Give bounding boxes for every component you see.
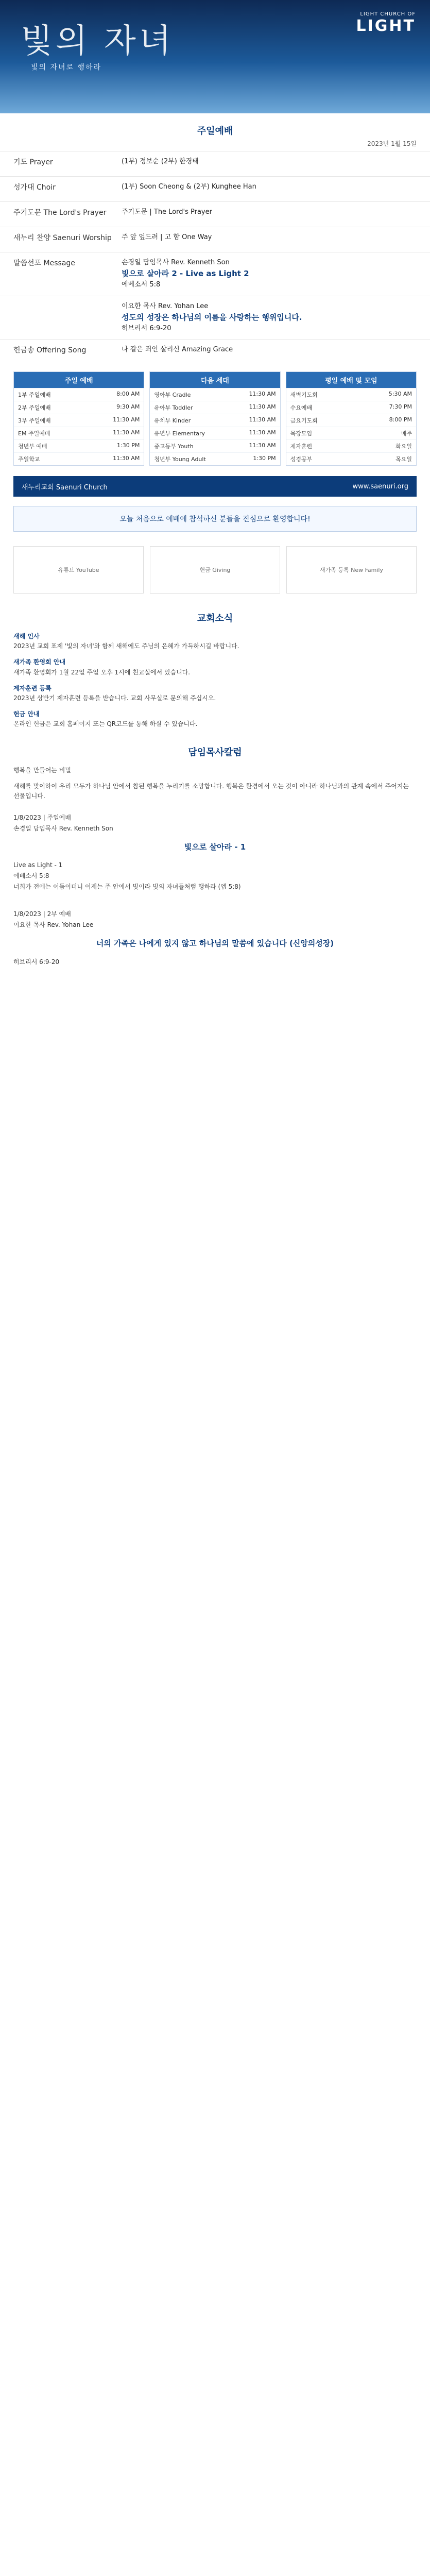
order-row [0,252,430,296]
schedule-item-time: 목요일 [395,456,412,463]
schedule-item-time: 1:30 PM [117,442,140,449]
sermon-2-ref: 히브리서 6:9-20 [13,958,60,965]
schedule-item-name: 중고등부 Youth [154,443,194,450]
schedule-item [14,427,144,439]
notice-text: 온라인 헌금은 교회 홈페이지 또는 QR코드를 통해 하실 수 있습니다. [13,720,198,728]
schedule-item-name: 새벽기도회 [290,392,318,399]
sermon-1-date: 1/8/2023 | 주일예배 [13,814,71,822]
banner-left: 새누리교회 Saenuri Church [22,483,108,492]
schedule-item-name: 청년부 예배 [18,443,47,450]
order-text: 나 같은 죄인 살리신 Amazing Grace [122,346,233,354]
schedule-item-time: 매주 [401,430,412,437]
schedule-item-time: 화요일 [395,443,412,450]
order-text: 주기도문 | The Lord's Prayer [122,208,212,216]
order-text: (1부) Soon Cheong & (2부) Kunghee Han [122,183,256,191]
sermon-2-preacher: 이요한 목사 Rev. Yohan Lee [13,921,94,929]
schedule-column [286,371,417,466]
order-row [0,339,430,364]
schedule-item [150,401,280,414]
sermon-1-preacher: 손경일 담임목사 Rev. Kenneth Son [13,825,113,833]
order-content [122,157,417,171]
schedule-item [14,388,144,401]
schedule-item-name: 영아부 Cradle [154,392,191,399]
schedule-item [150,388,280,401]
worship-order [0,151,430,364]
schedule-column [13,371,144,466]
schedule-item-name: 1부 주일예배 [18,392,51,399]
notice-text: 2023년 교회 표제 '빛의 자녀'와 함께 새해에도 주님의 은혜가 가득하시길 바랍니다. [13,642,239,650]
schedule-item-time: 5:30 AM [388,391,412,398]
notice-text: 2023년 상반기 제자훈련 등록을 받습니다. 교회 사무실로 문의해 주십시오. [13,694,216,702]
order-label: 기도 Prayer [13,158,53,166]
column-subtitle: 행복을 만들어는 비밀 [13,766,71,774]
schedule-item [14,439,144,452]
schedule-item-time: 11:30 AM [113,429,140,436]
schedule-item [150,439,280,452]
schedule-item [286,427,416,439]
schedule-head: 평일 예배 및 모임 [286,372,416,388]
logo-small-text: LIGHT CHURCH OF [360,11,416,17]
schedule-item [286,452,416,465]
schedule-item [286,414,416,427]
schedule-item-time: 8:00 PM [389,416,412,423]
sermon-1-title: 빛으로 살아라 - 1 [184,842,246,852]
order-label: 헌금송 Offering Song [13,346,87,355]
schedule-item-name: 유치부 Kinder [154,417,191,425]
schedule-item-name: 수요예배 [290,404,313,412]
order-row [0,296,430,340]
schedule-item-name: 성경공부 [290,456,313,463]
schedule-item-time: 8:00 AM [116,391,140,398]
column-title: 담임목사칼럼 [188,747,242,758]
schedule-item-name: 주일학교 [18,456,40,463]
order-text: 이요한 목사 Rev. Yohan Lee [122,302,209,310]
notice-text: 새가족 환영회가 1월 22일 주일 오후 1시에 친교실에서 있습니다. [13,668,191,676]
hero-title: 빛의 자녀 [21,22,174,60]
schedule-item-name: 유아부 Toddler [154,404,193,412]
order-content [122,258,417,291]
welcome-box: 오늘 처음으로 예배에 참석하신 분들을 진심으로 환영합니다! [13,506,417,532]
qr-giving[interactable]: 헌금 Giving [150,546,280,594]
notice-item [0,706,430,732]
schedule-item [286,439,416,452]
column-body: 새해를 맞이하여 우리 모두가 하나님 안에서 참된 행복을 누리기를 소망합니다. 행복은 환경에서 오는 것이 아니라 하나님과의 관계 속에서 주어지는 선물입니다. [13,782,409,800]
order-label: 말씀선포 Message [13,259,75,267]
schedule-item [14,401,144,414]
schedule-item [150,414,280,427]
sermon-1-quote: 너희가 전에는 어둠이더니 이제는 주 안에서 빛이라 빛의 자녀들처럼 행하라 (엡 5:8) [13,883,241,891]
notice-item [0,681,430,706]
sermon-1-ref: 에베소서 5:8 [13,872,49,880]
order-label [13,301,122,334]
worship-date: 2023년 1월 15일 [367,140,417,147]
schedule-item-time: 11:30 AM [113,416,140,423]
sermon-2 [0,901,430,975]
schedule-item-time: 11:30 AM [113,455,140,462]
worship-title: 주일예배 [197,126,233,137]
order-text: 주 앞 엎드려 | 고 함 One Way [122,233,212,241]
schedule-item [286,388,416,401]
schedule-item-time: 11:30 AM [249,442,276,449]
church-logo [356,11,416,35]
order-extra: 에베소서 5:8 [122,281,161,289]
schedule-item-name: 유년부 Elementary [154,430,205,437]
schedule-item-name: 3부 주일예배 [18,417,51,425]
notice-list [0,629,430,733]
order-row [0,176,430,201]
order-text: 손경일 담임목사 Rev. Kenneth Son [122,259,230,266]
schedule-item-time: 9:30 AM [116,403,140,411]
qr-newfamily[interactable]: 새가족 등록 New Family [286,546,417,594]
order-text: (1부) 정보순 (2부) 한경태 [122,158,199,165]
schedule-head: 다음 세대 [150,372,280,388]
schedule-item-name: EM 주일예배 [18,430,50,437]
qr-youtube[interactable]: 유튜브 YouTube [13,546,144,594]
schedule-item-time: 1:30 PM [253,455,276,462]
notice-title: 교회소식 [197,613,233,624]
notice-heading: 새해 인사 [13,633,40,640]
logo-big-text: LIGHT [356,17,416,35]
schedule-item-name: 목장모임 [290,430,313,437]
schedule-item-name: 제자훈련 [290,443,313,450]
schedule-item [150,452,280,465]
sermon-1 [0,804,430,901]
order-content [122,232,417,247]
sermon-2-date: 1/8/2023 | 2부 예배 [13,910,71,918]
notice-item [0,654,430,680]
order-content [122,301,417,334]
notice-heading: 새가족 환영회 안내 [13,658,66,666]
order-emphasis: 성도의 성장은 하나님의 이름을 사랑하는 행위입니다. [122,312,302,322]
order-content [122,345,417,359]
church-banner[interactable] [13,476,417,497]
order-label: 새누리 찬양 Saenuri Worship [13,234,112,242]
schedule-item [14,414,144,427]
order-row [0,227,430,252]
order-extra: 히브리서 6:9-20 [122,324,171,332]
schedule-item-time: 11:30 AM [249,391,276,398]
notice-item [0,629,430,654]
qr-row [0,541,430,599]
schedule-item-time: 11:30 AM [249,403,276,411]
banner-right[interactable]: www.saenuri.org [352,482,408,490]
order-row [0,201,430,227]
order-content [122,207,417,222]
order-row [0,151,430,176]
schedule-item [150,427,280,439]
order-label: 주기도문 The Lord's Prayer [13,209,107,217]
schedule-item [14,452,144,465]
schedule-item-name: 금요기도회 [290,417,318,425]
schedule-column [149,371,280,466]
notice-heading: 제자훈련 등록 [13,684,51,692]
schedule-item [286,401,416,414]
schedule-table [0,364,430,473]
schedule-item-time: 11:30 AM [249,416,276,423]
schedule-item-name: 청년부 Young Adult [154,456,206,463]
schedule-item-time: 7:30 PM [389,403,412,411]
notice-heading: 헌금 안내 [13,710,40,718]
schedule-item-name: 2부 주일예배 [18,404,51,412]
order-content [122,182,417,196]
sermon-1-en: Live as Light - 1 [13,861,63,869]
schedule-item-time: 11:30 AM [249,429,276,436]
schedule-head: 주일 예배 [14,372,144,388]
order-label: 성가대 Choir [13,183,56,192]
hero-banner [0,0,430,113]
sermon-2-title: 너의 가족은 나에게 있지 않고 하나님의 말씀에 있습니다 (신앙의성장) [96,939,334,948]
bulletin-sheet [0,113,430,976]
hero-subtitle: 빛의 자녀로 행하라 [31,63,102,72]
order-emphasis: 빛으로 살아라 2 - Live as Light 2 [122,269,249,279]
